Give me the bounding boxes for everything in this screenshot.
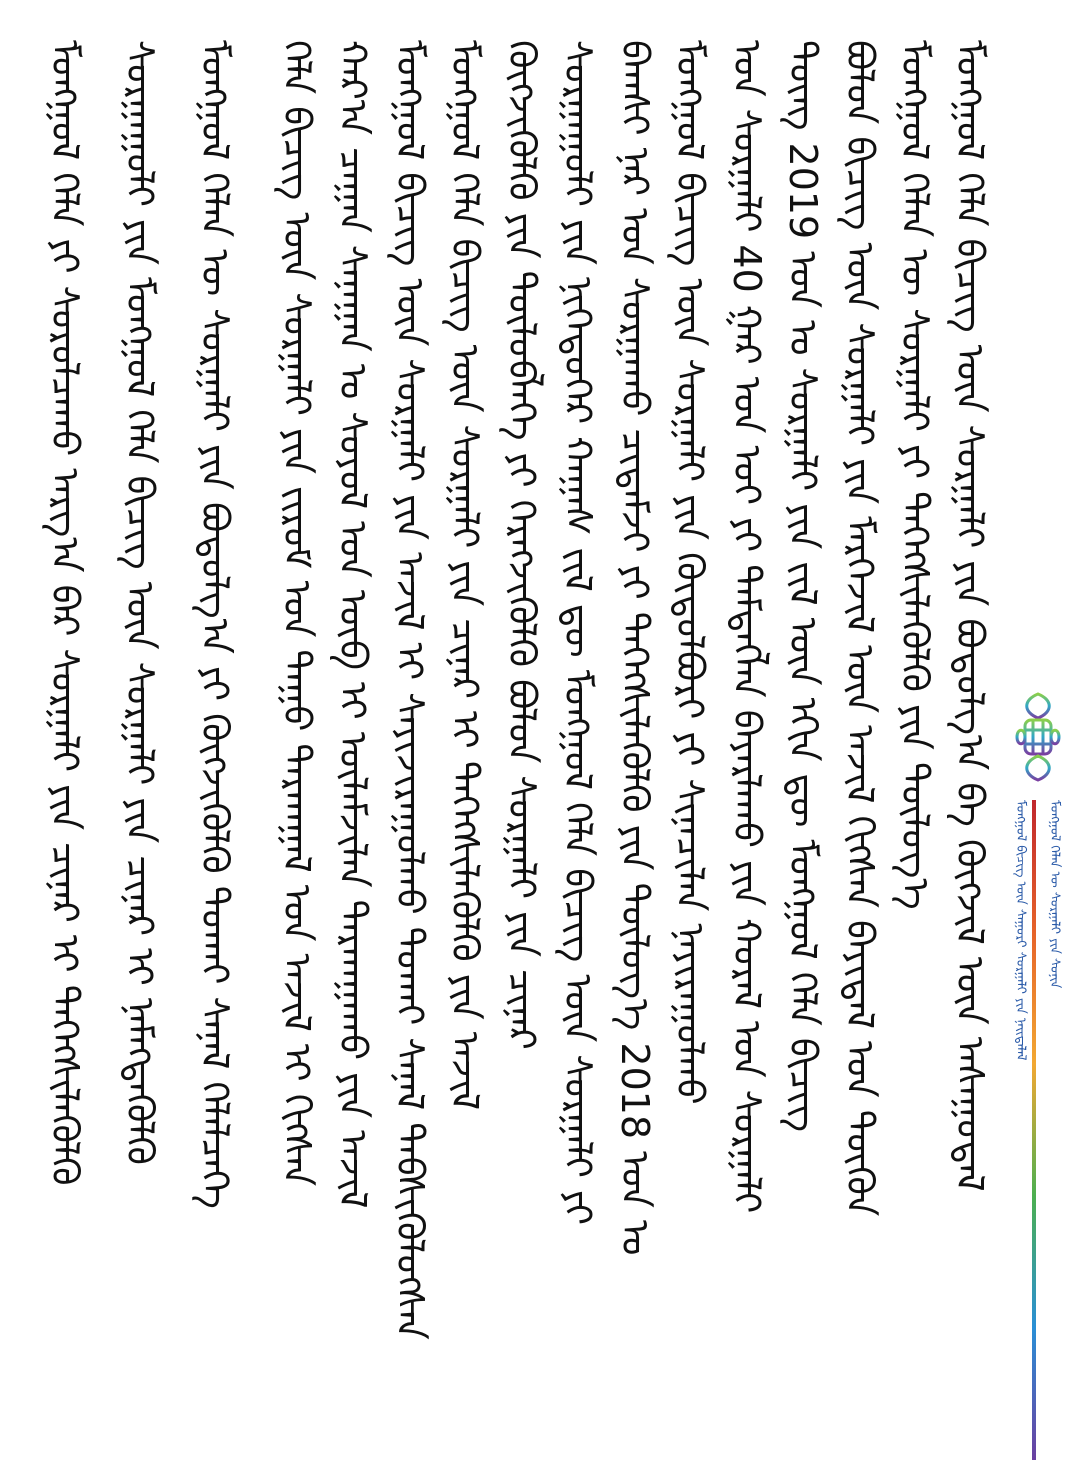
text-column: ᠪᠣᠯᠣᠨ ᠪᠢᠴᠢᠭ ᠦᠨ ᠰᠤᠷᠭᠠᠯᠢ ᠶᠢᠨ ᠮᠡᠷᠭᠡᠵᠢᠯ ᠦᠨ ᠠᠵᠢᠯ ᠬᠢᠭᠰᠡᠨ ᠪᠠᠶᠢᠳᠠᠯ ᠤᠨ ᠳᠦᠭᠦᠨ: [838, 40, 882, 1217]
text-column: ᠰᠤᠷᠭᠠᠭᠤᠯᠢ ᠶᠢᠨ ᠨᠢᠭᠡᠳᠦᠭᠡᠷ ᠬᠠᠭᠠᠰ ᠵᠢᠯ ᠳᠦ ᠮᠣᠩᠭᠣᠯ ᠬᠡᠯᠡ ᠪᠢᠴᠢᠭ ᠦᠨ ᠰᠤᠷᠭᠠᠯᠢ ᠶᠢ: [556, 40, 600, 1226]
header-line-1: ᠮᠣᠩᠭᠣᠯ ᠬᠡᠯᠡᠨ ᠦ ᠰᠤᠷᠭᠠᠯᠢ ᠶᠢᠨ ᠰᠣᠨᠢᠨ: [1047, 800, 1062, 989]
text-column: ᠬᠡᠯᠡ ᠪᠢᠴᠢᠭ ᠦᠨ ᠰᠤᠷᠭᠠᠯᠢ ᠶᠢᠨ ᠵᠢᠷᠤᠮ ᠤᠨ ᠳᠠᠭᠤ ᠲᠠᠷᠬᠠᠭᠠᠯ ᠤᠨ ᠠᠵᠢᠯ ᠢ ᠬᠢᠭᠰᠡᠨ: [275, 40, 319, 1187]
document-header: [1005, 690, 1065, 1410]
text-column: ᠳᠦᠩ 2019 ᠣᠨ ᠤ ᠰᠤᠷᠭᠠᠯᠢ ᠶᠢᠨ ᠵᠢᠯ ᠦᠨ ᠡᠬᠢᠨ ᠳᠦ ᠮᠣᠩᠭᠣᠯ ᠬᠡᠯᠡ ᠪᠢᠴᠢᠭ: [781, 40, 825, 1133]
header-line-2: ᠮᠣᠩᠭᠣᠯ ᠪᠢᠴᠢᠭ ᠦᠨ ᠰᠠᠭᠤᠷᠢ ᠰᠤᠷᠭᠠᠯᠢ ᠶᠢᠨ ᠨᠡᠢᠲᠡᠯᠡᠯ: [1013, 800, 1028, 1061]
text-column: ᠰᠤᠷᠭᠠᠭᠤᠯᠢ ᠶᠢᠨ ᠮᠣᠩᠭᠣᠯ ᠬᠡᠯᠡ ᠪᠢᠴᠢᠭ ᠦᠨ ᠰᠤᠷᠭᠠᠯᠢ ᠶᠢᠨ ᠴᠢᠨᠠᠷ ᠢ ᠨᠡᠮᠡᠭᠳᠡᠭᠦᠯᠬᠦ: [118, 40, 162, 1165]
text-column: ᠮᠣᠩᠭᠣᠯ ᠬᠡᠯᠡᠨ ᠦ ᠰᠤᠷᠭᠠᠯᠢ ᠶᠢ ᠳᠡᠭᠡᠭᠰᠢᠯᠡᠭᠦᠯᠬᠦ ᠶᠢᠨ ᠲᠥᠯᠥᠭ᠎ᠡ: [893, 40, 937, 910]
text-column: ᠮᠣᠩᠭᠣᠯ ᠬᠡᠯᠡᠨ ᠦ ᠰᠤᠷᠭᠠᠯᠢ ᠶᠢᠨ ᠪᠣᠳᠣᠯᠭ᠎ᠠ ᠶᠢ ᠬᠥᠭᠵᠢᠭᠦᠯᠬᠦ ᠲᠤᠬᠠᠢ ᠰᠠᠨᠠᠯ ᠬᠡᠯᠡᠯᠴᠡᠭᠡ: [193, 40, 237, 1209]
text-column: ᠬᠥᠭᠵᠢᠭᠦᠯᠬᠦ ᠶᠢᠨ ᠲᠥᠯᠥᠪᠯᠡᠭᠡ ᠶᠢ ᠬᠡᠷᠡᠭᠵᠢᠭᠦᠯᠬᠦ ᠪᠣᠯᠣᠨ ᠰᠤᠷᠭᠠᠯᠢ ᠶᠢᠨ ᠴᠢᠨᠠᠷ: [500, 40, 544, 1050]
header-divider: [1032, 800, 1036, 1460]
text-column: ᠮᠣᠩᠭᠣᠯ ᠬᠡᠯᠡ ᠪᠢᠴᠢᠭ ᠦᠨ ᠰᠤᠷᠭᠠᠯᠢ ᠶᠢᠨ ᠴᠢᠨᠠᠷ ᠢ ᠳᠡᠭᠡᠭᠰᠢᠯᠡᠭᠦᠯᠬᠦ ᠶᠢᠨ ᠠᠵᠢᠯ: [443, 40, 487, 1111]
text-column: ᠪᠠᠭᠰᠢ ᠨᠠᠷ ᠤᠨ ᠰᠤᠷᠭᠠᠬᠤ ᠴᠢᠳᠠᠮᠵᠢ ᠶᠢ ᠳᠡᠭᠡᠭᠰᠢᠯᠡᠭᠦᠯᠬᠦ ᠶᠢᠨ ᠲᠥᠯᠥᠭ᠎ᠡ 2018 ᠣᠨ ᠤ: [613, 40, 657, 1256]
text-column: ᠤᠨ ᠰᠤᠷᠭᠠᠯᠢ 40 ᠭᠠᠷ ᠤᠨ ᠣᠢ ᠶᠢ ᠲᠡᠮᠳᠡᠭᠯᠡᠨ ᠪᠠᠶᠠᠷᠯᠠᠬᠤ ᠶᠢᠨ ᠬᠤᠷᠠᠯ ᠤᠨ ᠰᠤᠷᠭᠠᠯᠢ: [725, 40, 769, 1214]
knot-logo-icon: [1013, 690, 1063, 785]
text-column: ᠮᠣᠩᠭᠣᠯ ᠬᠡᠯᠡ ᠪᠢᠴᠢᠭ ᠦᠨ ᠰᠤᠷᠭᠠᠯᠢ ᠶᠢᠨ ᠪᠣᠳᠣᠯᠭ᠎ᠠ ᠪᠠ ᠬᠥᠭᠵᠢᠯ ᠦᠨ ᠠᠰᠠᠭᠤᠳᠠᠯ: [948, 40, 992, 1192]
text-column: ᠬᠠᠷ᠎ᠠ ᠴᠠᠭᠠᠨ ᠰᠠᠨᠠᠭᠠᠨ ᠤ ᠰᠣᠶᠣᠯ ᠤᠨ ᠥᠪ ᠢ ᠦᠯᠡᠮᠵᠢᠯᠡᠨ ᠲᠠᠷᠬᠠᠭᠠᠬᠤ ᠶᠢᠨ ᠠᠵᠢᠯ: [331, 40, 375, 1209]
text-column: ᠮᠣᠩᠭᠣᠯ ᠪᠢᠴᠢᠭ ᠦᠨ ᠰᠤᠷᠭᠠᠯᠢ ᠶᠢᠨ ᠠᠵᠢᠯ ᠢ ᠰᠠᠶᠢᠵᠢᠷᠠᠭᠤᠯᠬᠤ ᠲᠤᠬᠠᠢ ᠰᠠᠨᠠᠯ ᠳᠡᠪᠰᠢᠭᠦᠯᠦᠭᠰᠡᠨ: [388, 40, 432, 1340]
text-column: ᠮᠣᠩᠭᠣᠯ ᠬᠡᠯᠡ ᠶᠢ ᠰᠤᠷᠤᠯᠴᠠᠬᠤ ᠠᠷᠭ᠎ᠠ ᠪᠠᠷ ᠰᠤᠷᠭᠠᠯᠢ ᠶᠢᠨ ᠴᠢᠨᠠᠷ ᠢ ᠳᠡᠭᠡᠭᠰᠢᠯᠡᠭᠦᠯᠬᠦ: [43, 40, 87, 1186]
text-column: ᠮᠣᠩᠭᠣᠯ ᠪᠢᠴᠢᠭ ᠦᠨ ᠰᠤᠷᠭᠠᠯᠢ ᠶᠢᠨ ᠬᠥᠲᠦᠯᠪᠦᠷᠢ ᠶᠢ ᠰᠢᠨᠡᠴᠢᠯᠡᠨ ᠨᠠᠶᠢᠷᠠᠭᠤᠯᠬᠤ: [668, 40, 712, 1105]
